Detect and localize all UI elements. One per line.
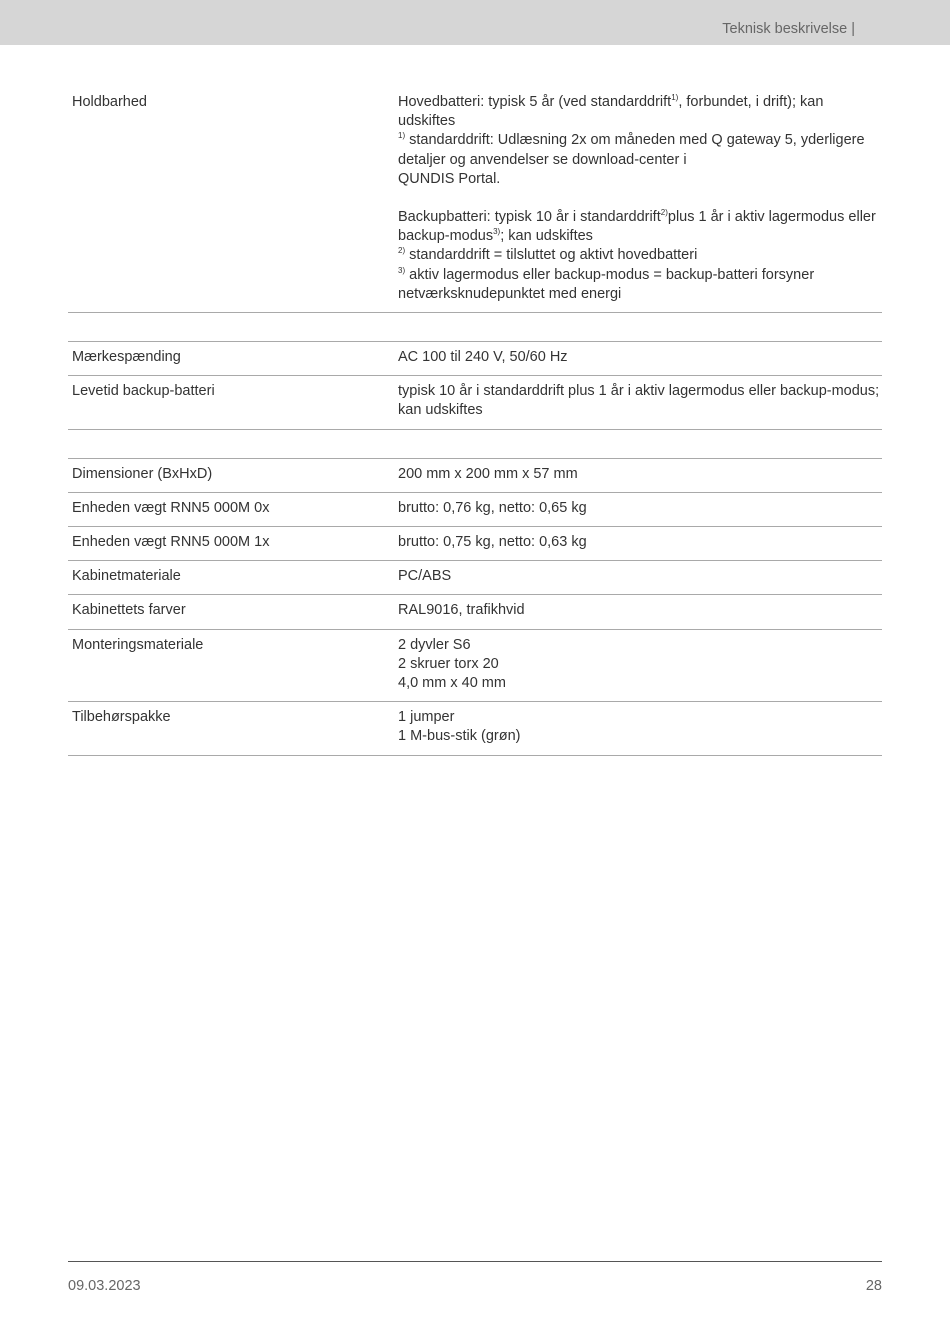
row-value: brutto: 0,76 kg, netto: 0,65 kg xyxy=(398,492,882,526)
table-row xyxy=(68,342,882,376)
section-title: Teknisk beskrivelse | xyxy=(722,21,855,37)
row-value: RAL9016, trafikhvid xyxy=(398,595,882,629)
footnote-2: $^{2)}$ standarddrift = tilsluttet og aktivt hovedbatteri xyxy=(398,246,698,264)
table-row xyxy=(68,595,882,629)
row-label: Monteringsmateriale xyxy=(68,629,398,702)
row-value: typisk 10 år i standarddrift plus 1 år i aktiv lagermodus eller backup-modus; kan udskiftes xyxy=(398,376,882,429)
row-label: Levetid backup-batteri xyxy=(68,376,398,429)
row-label: Dimensioner (BxHxD) xyxy=(68,458,398,492)
footnote-1-cont: QUNDIS Portal. xyxy=(398,170,501,187)
spec-table xyxy=(68,92,882,756)
row-value xyxy=(398,92,882,313)
table-row-mounting xyxy=(68,629,882,702)
row-label: Kabinetmateriale xyxy=(68,561,398,595)
table-row-accessories xyxy=(68,702,882,755)
row-label: Holdbarhed xyxy=(68,92,398,313)
main-battery-text: Hovedbatteri: typisk 5 år (ved standarddrift$^{1)}$, forbundet, i drift); kan udskiftes xyxy=(398,93,824,130)
table-row xyxy=(68,527,882,561)
list-item: 1 jumper xyxy=(398,709,455,726)
row-value xyxy=(398,702,882,755)
table-row xyxy=(68,376,882,429)
footnote-1: $^{1)}$ standarddrift: Udlæsning 2x om måneden med Q gateway 5, yderligere detaljer og anvendelser se download-center i xyxy=(398,131,865,168)
header-band xyxy=(0,0,950,45)
table-spacer xyxy=(68,313,882,342)
row-value: brutto: 0,75 kg, netto: 0,63 kg xyxy=(398,527,882,561)
table-row xyxy=(68,458,882,492)
list-item: 2 dyvler S6 xyxy=(398,636,471,653)
row-label: Enheden vægt RNN5 000M 0x xyxy=(68,492,398,526)
list-item: 1 M-bus-stik (grøn) xyxy=(398,728,521,745)
row-label: Mærkespænding xyxy=(68,342,398,376)
spec-content xyxy=(68,92,882,756)
list-item: 4,0 mm x 40 mm xyxy=(398,675,506,692)
list-item: 2 skruer torx 20 xyxy=(398,655,499,672)
footer-date: 09.03.2023 xyxy=(68,1278,141,1294)
table-row xyxy=(68,492,882,526)
table-row-durability xyxy=(68,92,882,313)
table-row xyxy=(68,561,882,595)
row-value xyxy=(398,629,882,702)
row-label: Enheden vægt RNN5 000M 1x xyxy=(68,527,398,561)
footer-divider xyxy=(68,1261,882,1262)
footnote-3: $^{3)}$ aktiv lagermodus eller backup-modus = backup-batteri forsyner netværksknudepunktet med energi xyxy=(398,265,815,302)
table-spacer xyxy=(68,429,882,458)
row-value: PC/ABS xyxy=(398,561,882,595)
row-label: Kabinettets farver xyxy=(68,595,398,629)
page-number: 28 xyxy=(865,1278,882,1294)
backup-battery-text: Backupbatteri: typisk 10 år i standarddrift$^{2)}$plus 1 år i aktiv lagermodus eller backup-modus$^{3)}$; kan udskiftes xyxy=(398,208,876,245)
row-value: 200 mm x 200 mm x 57 mm xyxy=(398,458,882,492)
row-label: Tilbehørspakke xyxy=(68,702,398,755)
row-value: AC 100 til 240 V, 50/60 Hz xyxy=(398,342,882,376)
